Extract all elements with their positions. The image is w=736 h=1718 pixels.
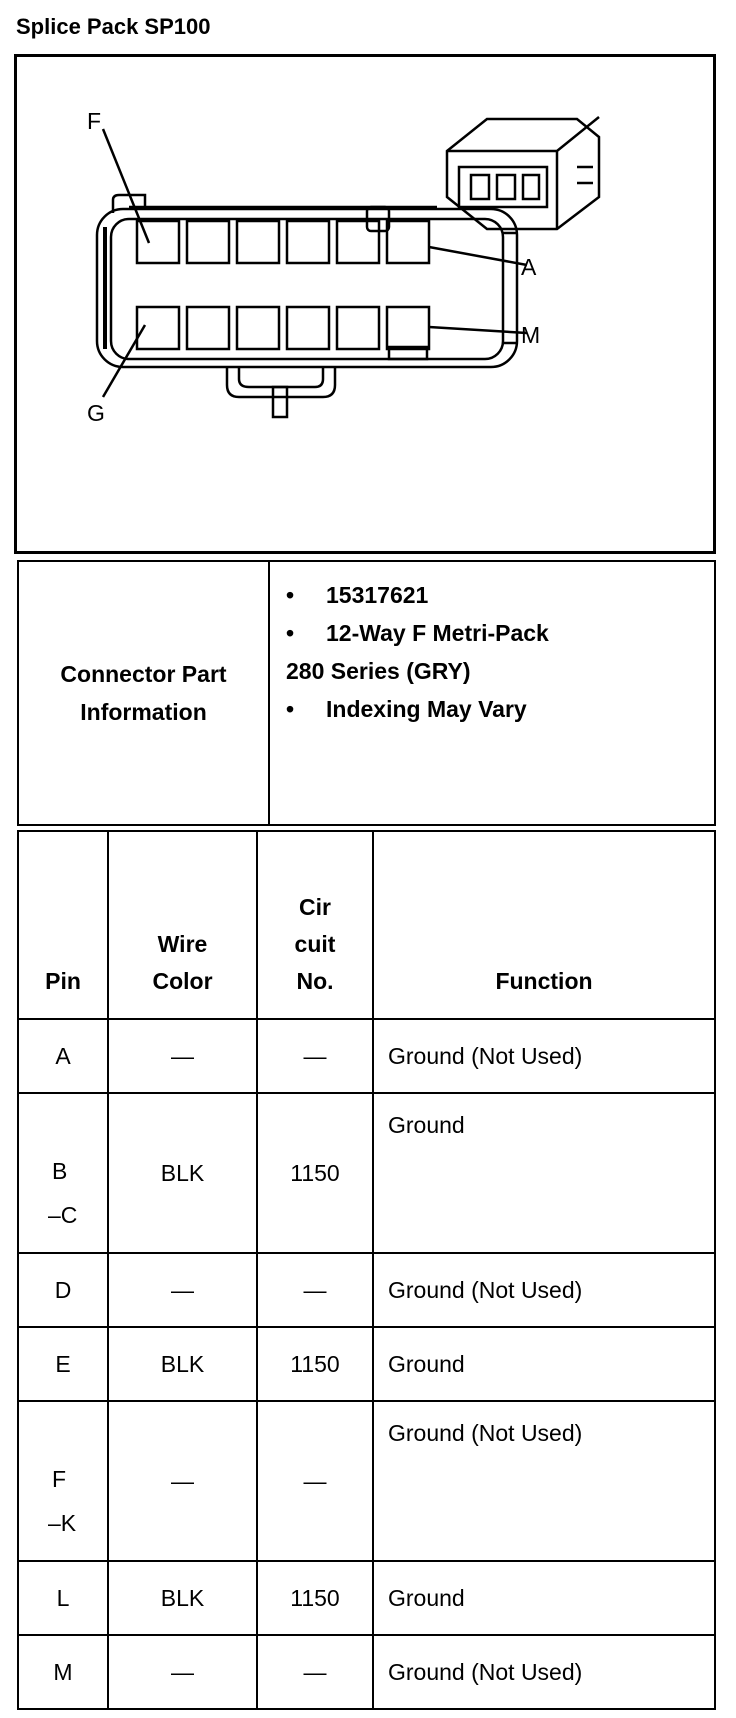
bullet-icon: •: [286, 696, 295, 722]
connector-face-drawing: [17, 57, 713, 551]
function-cell: Ground: [373, 1093, 715, 1253]
table-row: [18, 1561, 715, 1635]
table-header-row: [18, 831, 715, 1019]
page-title: Splice Pack SP100: [16, 14, 211, 39]
col-header-pin: Pin: [18, 831, 108, 1019]
wire-color-cell: —: [108, 1019, 257, 1093]
circuit-cell: 1150: [257, 1561, 373, 1635]
cavity-label-f: F: [87, 108, 102, 134]
pinout-table: [17, 830, 716, 1710]
wire-color-cell: BLK: [108, 1327, 257, 1401]
wire-color-cell: BLK: [108, 1093, 257, 1253]
connector-diagram: [14, 54, 716, 554]
connector-info-label: Connector Part Information: [18, 561, 269, 825]
function-cell: Ground (Not Used): [373, 1635, 715, 1709]
cavity-label-m: M: [521, 322, 541, 348]
indexing-note: Indexing May Vary: [326, 696, 527, 722]
table-row: [18, 1019, 715, 1093]
circuit-cell: —: [257, 1253, 373, 1327]
cavity-label-a: A: [521, 254, 537, 280]
circuit-cell: 1150: [257, 1093, 373, 1253]
table-row: [18, 1401, 715, 1561]
connector-series: 280 Series (GRY): [286, 658, 471, 684]
function-cell: Ground (Not Used): [373, 1019, 715, 1093]
part-number: 15317621: [326, 582, 429, 608]
pin-cell: M: [18, 1635, 108, 1709]
function-cell: Ground: [373, 1561, 715, 1635]
circuit-cell: —: [257, 1019, 373, 1093]
wire-color-cell: —: [108, 1401, 257, 1561]
circuit-cell: —: [257, 1635, 373, 1709]
connector-type: 12-Way F Metri-Pack: [326, 620, 549, 646]
connector-info-values: [269, 561, 715, 825]
pin-cell: E: [18, 1327, 108, 1401]
table-row: [18, 1253, 715, 1327]
function-cell: Ground (Not Used): [373, 1401, 715, 1561]
cavity-label-g: G: [87, 400, 105, 426]
bullet-icon: •: [286, 582, 295, 608]
table-row: [18, 1635, 715, 1709]
function-cell: Ground (Not Used): [373, 1253, 715, 1327]
circuit-cell: 1150: [257, 1327, 373, 1401]
table-row: [18, 1327, 715, 1401]
table-row: [18, 1093, 715, 1253]
pin-cell: L: [18, 1561, 108, 1635]
pin-cell: A: [18, 1019, 108, 1093]
function-cell: Ground: [373, 1327, 715, 1401]
connector-info-table: [17, 560, 716, 826]
col-header-wire-color: Wire Color: [108, 831, 257, 1019]
circuit-cell: —: [257, 1401, 373, 1561]
wire-color-cell: —: [108, 1253, 257, 1327]
pin-cell: D: [18, 1253, 108, 1327]
col-header-function: Function: [373, 831, 715, 1019]
bullet-icon: •: [286, 620, 295, 646]
pin-cell: F –K: [18, 1401, 108, 1561]
pin-cell: B –C: [18, 1093, 108, 1253]
wire-color-cell: —: [108, 1635, 257, 1709]
col-header-circuit-no: Cir cuit No.: [257, 831, 373, 1019]
wire-color-cell: BLK: [108, 1561, 257, 1635]
